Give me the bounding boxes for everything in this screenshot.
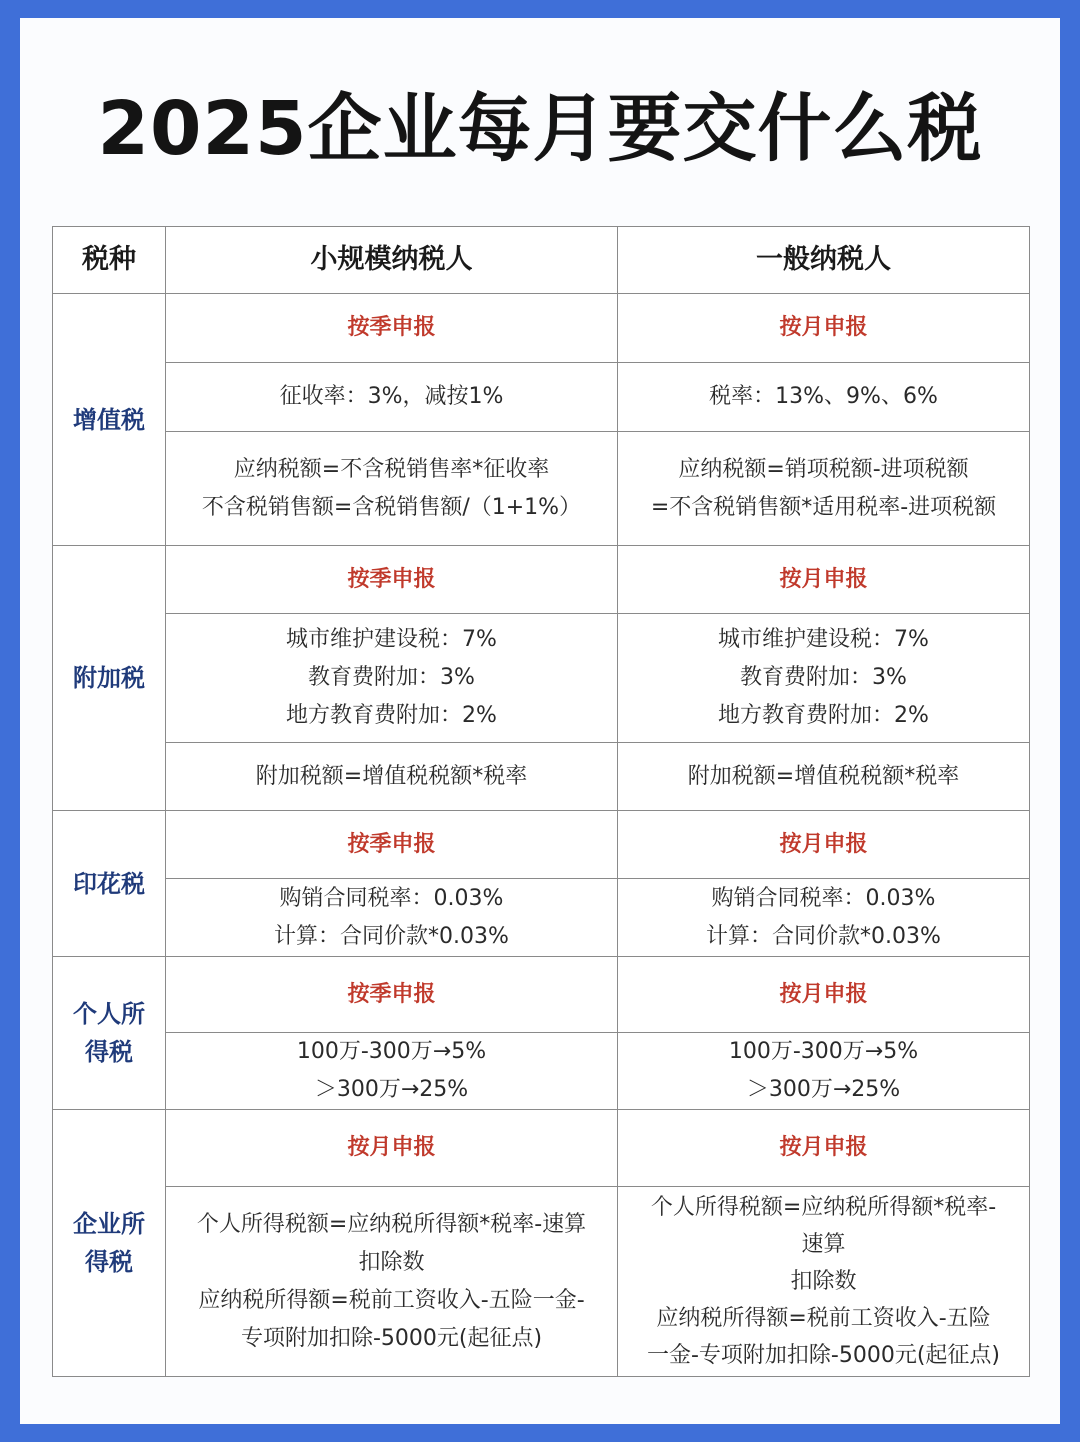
text-line: 计算：合同价款*0.03% — [706, 923, 941, 949]
small-period: 按季申报 — [166, 546, 618, 614]
table-row — [53, 1033, 1030, 1110]
table-row — [53, 614, 1030, 743]
text-line: 速算 — [801, 1232, 846, 1257]
small-period: 按季申报 — [166, 811, 618, 879]
small-formula: 附加税额=增值税税额*税率 — [166, 743, 618, 811]
header-tax-type: 税种 — [53, 227, 166, 294]
general-detail — [618, 1187, 1030, 1377]
table-row — [53, 1110, 1030, 1187]
text-line: 扣除数 — [358, 1249, 425, 1275]
text-line: 100万-300万→5% — [296, 1039, 487, 1064]
small-detail — [166, 1187, 618, 1377]
table-row — [53, 546, 1030, 614]
tax-name-surtax: 附加税 — [53, 546, 166, 811]
general-period: 按月申报 — [618, 294, 1030, 363]
text-line: 得税 — [85, 1038, 133, 1066]
text-line: 企业所 — [73, 1210, 145, 1238]
text-line: 专项附加扣除-5000元(起征点) — [240, 1325, 543, 1351]
general-rates — [618, 614, 1030, 743]
small-period: 按季申报 — [166, 957, 618, 1033]
tax-name-personal — [53, 957, 166, 1110]
text-line: 计算：合同价款*0.03% — [274, 923, 509, 949]
text-line: 教育费附加：3% — [740, 665, 907, 690]
table-row — [53, 294, 1030, 363]
text-line: 个人所 — [73, 1000, 145, 1028]
text-line: ＞300万→25% — [746, 1077, 901, 1102]
table-row — [53, 743, 1030, 811]
tax-name-corporate — [53, 1110, 166, 1377]
text-line: =不含税销售额*适用税率-进项税额 — [650, 494, 997, 520]
text-line: 100万-300万→5% — [728, 1039, 919, 1064]
header-general-taxpayer: 一般纳税人 — [618, 227, 1030, 294]
text-line: 得税 — [85, 1248, 133, 1276]
text-line: 购销合同税率：0.03% — [279, 885, 504, 911]
table-row — [53, 879, 1030, 957]
table-row — [53, 1187, 1030, 1377]
small-detail — [166, 1033, 618, 1110]
table-row — [53, 363, 1030, 432]
text-line: 个人所得税额=应纳税所得额*税率- — [650, 1195, 997, 1220]
general-formula — [618, 432, 1030, 546]
general-formula: 附加税额=增值税税额*税率 — [618, 743, 1030, 811]
general-period: 按月申报 — [618, 1110, 1030, 1187]
small-formula — [166, 432, 618, 546]
small-period: 按月申报 — [166, 1110, 618, 1187]
text-line: 扣除数 — [790, 1269, 857, 1294]
text-line: 应纳税额=不含税销售率*征收率 — [233, 456, 550, 482]
text-line: 应纳税所得额=税前工资收入-五险一金- — [198, 1287, 585, 1313]
tax-name-stamp: 印花税 — [53, 811, 166, 957]
text-line: 城市维护建设税：7% — [286, 627, 497, 652]
table-row — [53, 957, 1030, 1033]
text-line: 个人所得税额=应纳税所得额*税率-速算 — [196, 1211, 587, 1237]
text-line: 地方教育费附加：2% — [718, 703, 929, 728]
table-row — [53, 432, 1030, 546]
text-line: 一金-专项附加扣除-5000元(起征点) — [646, 1343, 1001, 1368]
general-rate: 税率：13%、9%、6% — [618, 363, 1030, 432]
text-line: 城市维护建设税：7% — [718, 627, 929, 652]
general-period: 按月申报 — [618, 957, 1030, 1033]
tax-table — [52, 226, 1030, 1377]
text-line: 地方教育费附加：2% — [286, 703, 497, 728]
general-period: 按月申报 — [618, 811, 1030, 879]
content-card — [20, 18, 1060, 1424]
text-line: 购销合同税率：0.03% — [711, 885, 936, 911]
text-line: 教育费附加：3% — [308, 665, 475, 690]
text-line: 应纳税所得额=税前工资收入-五险 — [656, 1306, 991, 1331]
small-detail — [166, 879, 618, 957]
table-row — [53, 811, 1030, 879]
small-period: 按季申报 — [166, 294, 618, 363]
text-line: ＞300万→25% — [314, 1077, 469, 1102]
text-line: 应纳税额=销项税额-进项税额 — [678, 456, 969, 482]
general-period: 按月申报 — [618, 546, 1030, 614]
general-detail — [618, 1033, 1030, 1110]
table-header-row — [53, 227, 1030, 294]
small-rates — [166, 614, 618, 743]
page-title: 2025企业每月要交什么税 — [97, 86, 983, 172]
header-small-taxpayer: 小规模纳税人 — [166, 227, 618, 294]
small-rate: 征收率：3%，减按1% — [166, 363, 618, 432]
text-line: 不含税销售额=含税销售额/（1+1%） — [201, 494, 582, 520]
tax-name-vat: 增值税 — [53, 294, 166, 546]
general-detail — [618, 879, 1030, 957]
